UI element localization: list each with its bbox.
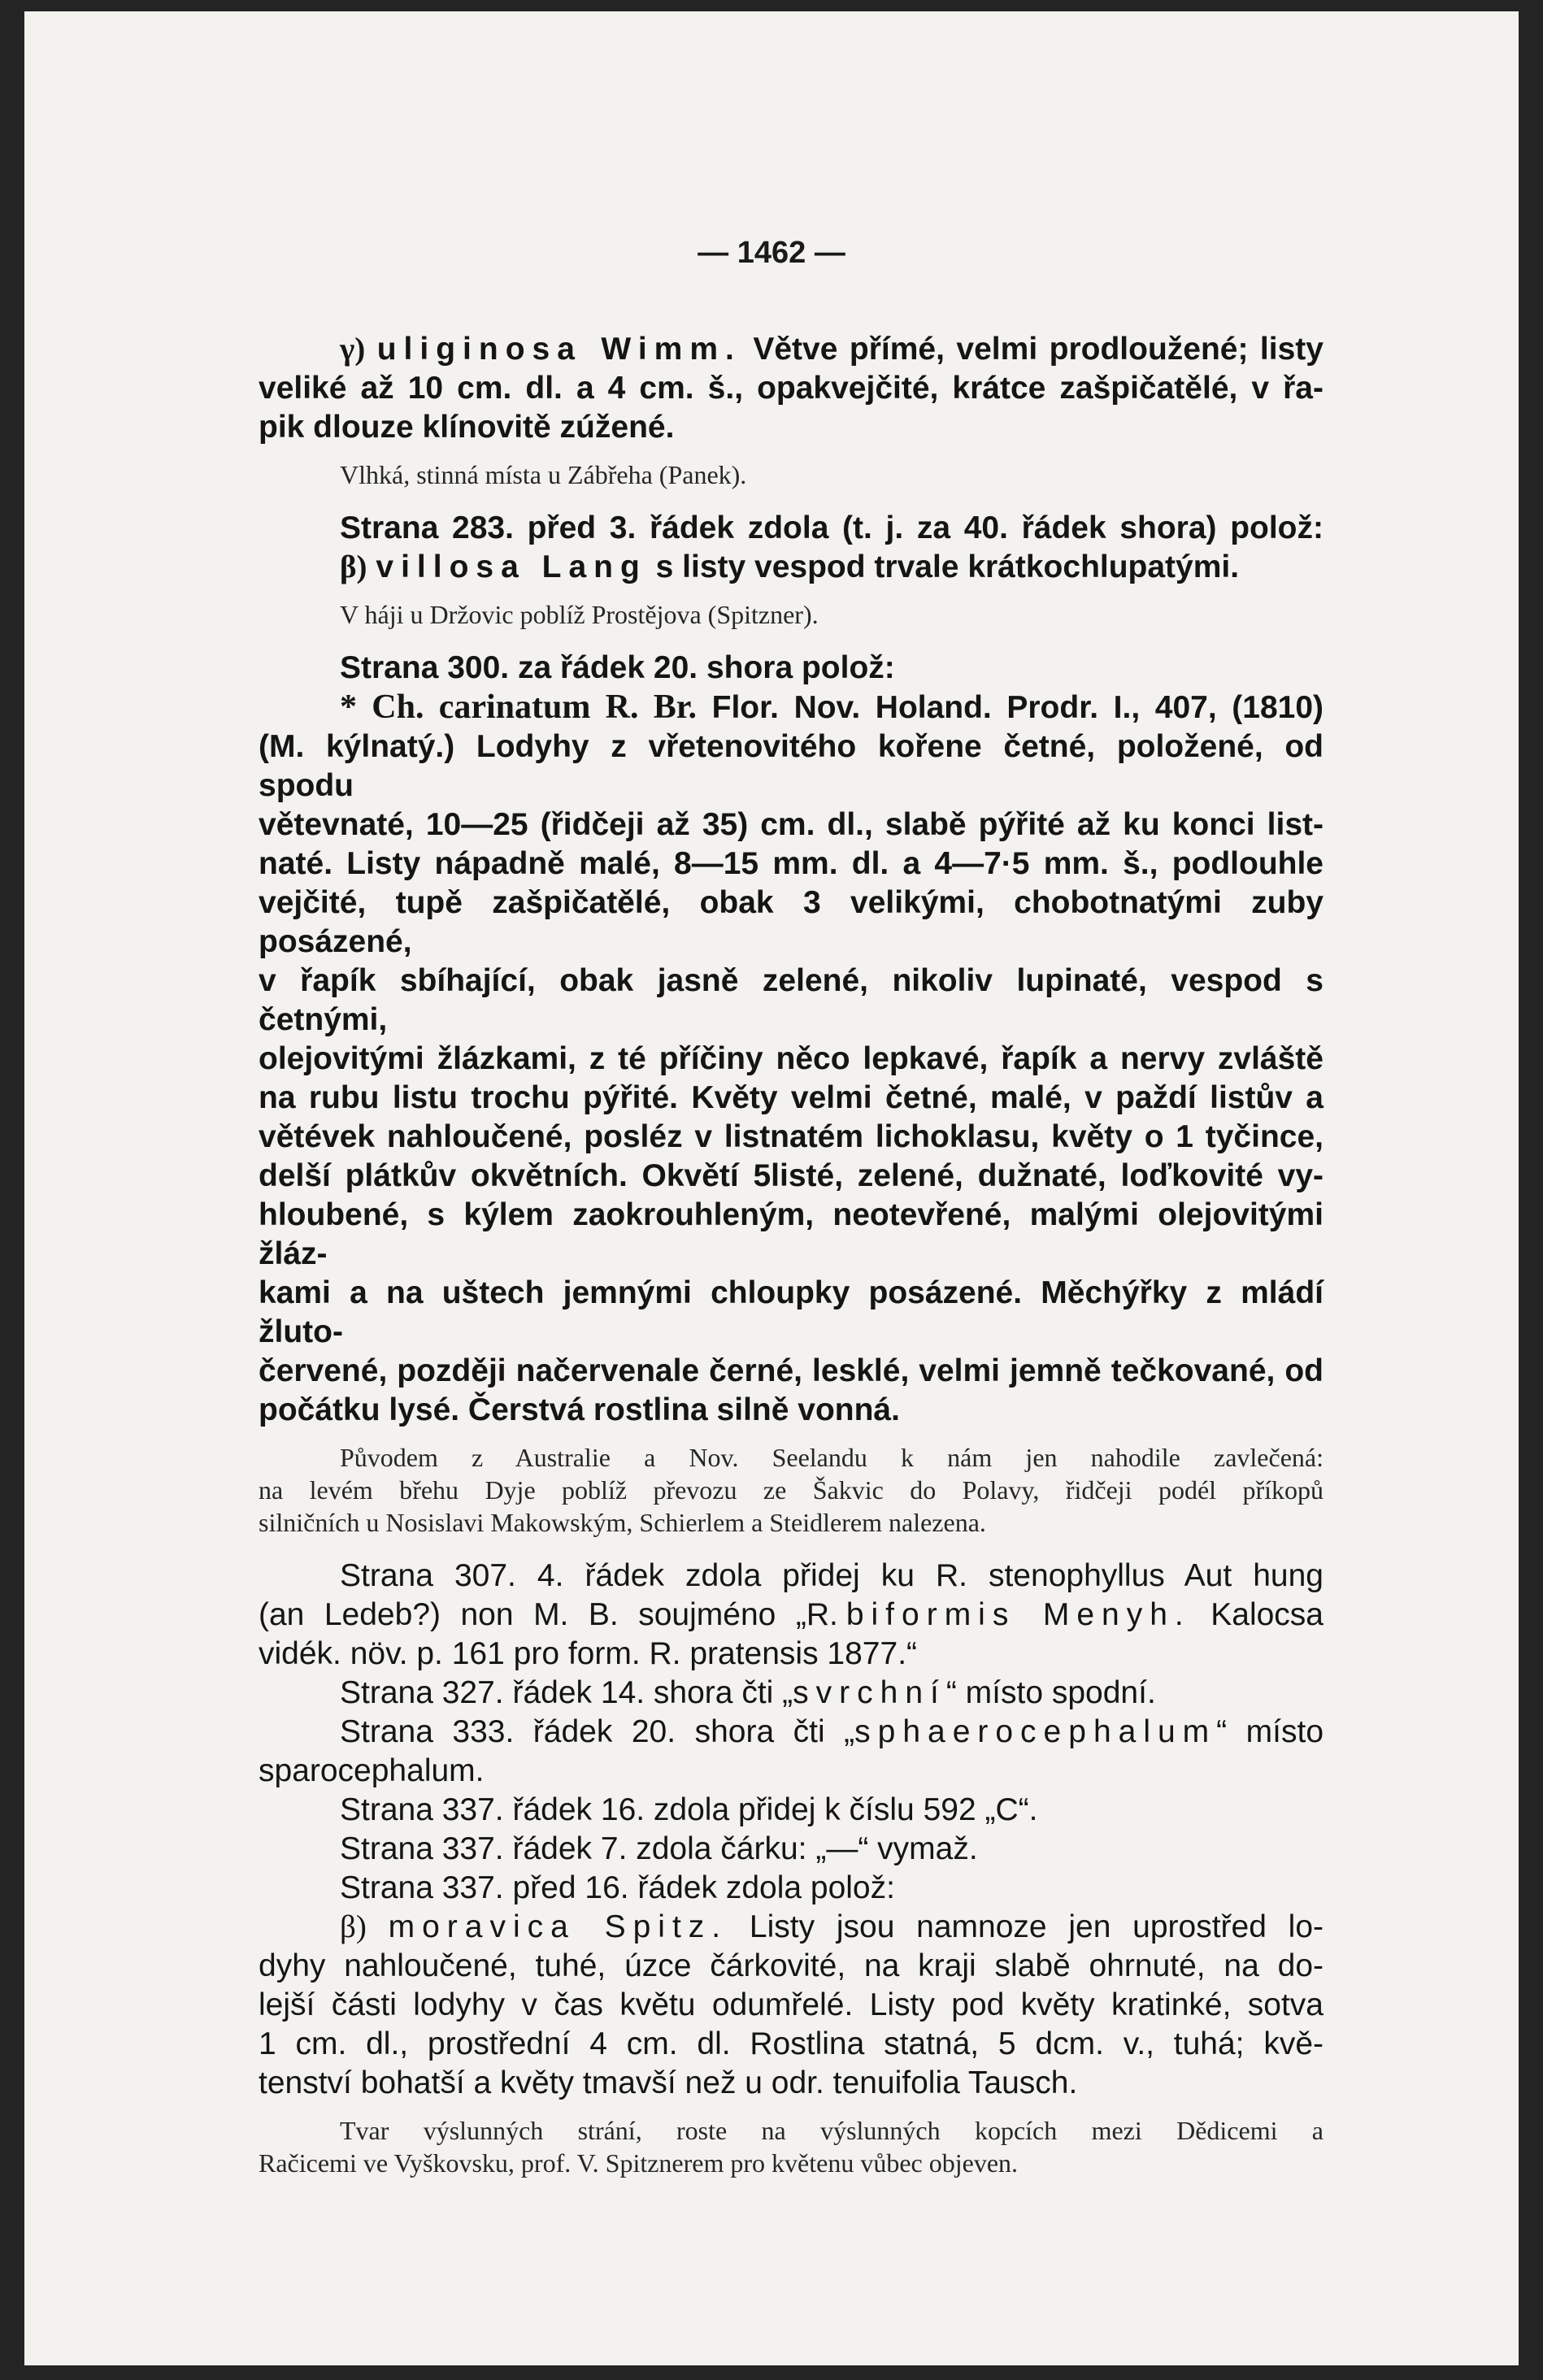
text-line: (M. kýlnatý.) Lodyhy z vřetenovitého kořene četné, položené, od spodu <box>259 729 1324 803</box>
text-line: červené, později načervenale černé, lesklé, velmi jemně tečkované, od <box>259 1353 1324 1388</box>
taxon-name: biformis Menyh. <box>845 1597 1191 1632</box>
text-span: Kalocsa <box>1210 1597 1324 1632</box>
text-line: Strana 300. za řádek 20. shora polož: <box>340 650 895 685</box>
text-span: “ místo spodní. <box>945 1675 1156 1710</box>
text-line: 1 cm. dl., prostřední 4 cm. dl. Rostlina statná, 5 dcm. v., tuhá; kvě- <box>259 2026 1324 2061</box>
note-line: silničních u Nosislavi Makowským, Schierlem a Steidlerem nalezena. <box>259 1508 986 1537</box>
text-line: v řapík sbíhající, obak jasně zelené, nikoliv lupinaté, vespod s četnými, <box>259 963 1324 1037</box>
entry-strana-307 <box>259 1557 1324 2103</box>
text-line: vejčité, tupě zašpičatělé, obak 3 velikými, chobotnatými zuby posázené, <box>259 885 1324 959</box>
text-line: pik dlouze klínovitě zúžené. <box>259 410 675 445</box>
text-line: delší plátkův okvětních. Okvětí 5listé, zelené, dužnaté, loďkovité vy- <box>259 1158 1324 1193</box>
text-span: Strana 327. řádek 14. shora čti „ <box>340 1675 793 1710</box>
text-line <box>259 688 1324 727</box>
text-line: sparocephalum. <box>259 1753 485 1788</box>
text-line: tenství bohatší a květy tmavší než u odr. tenuifolia Tausch. <box>259 2065 1078 2100</box>
text-span: Větve přímé, velmi prodloužené; listy <box>753 332 1324 367</box>
page-text <box>259 330 1324 2179</box>
note-line: Račicemi ve Vyškovsku, prof. V. Spitznerem pro květenu vůbec objeven. <box>259 2148 1019 2178</box>
emphasis-word: svrchní <box>793 1675 946 1710</box>
taxon-name: moravica Spitz. <box>388 1909 728 1944</box>
text-line: vidék. növ. p. 161 pro form. R. pratensis 1877.“ <box>259 1636 918 1671</box>
locality-note <box>259 1441 1324 1539</box>
page-number: — 1462 — <box>698 236 845 270</box>
text-line: lejší části lodyhy v čas květu odumřelé. Listy pod květy kratinké, sotva <box>259 1987 1324 2022</box>
text-line: počátku lysé. Čerstvá rostlina silně vonná. <box>259 1392 900 1427</box>
entry-uliginosa <box>259 330 1324 447</box>
taxon-name: villosa Lang <box>376 549 647 584</box>
text-line <box>259 1596 1324 1635</box>
text-line: olejovitými žlázkami, z té příčiny něco lepkavé, řapík a nervy zvláště <box>259 1041 1324 1076</box>
greek-label: β) <box>340 549 367 584</box>
taxon-name: uliginosa Wimm. <box>376 332 741 367</box>
text-line: větevnaté, 10—25 (řidčeji až 35) cm. dl., slabě pýřité až ku konci list- <box>259 807 1324 842</box>
text-line <box>259 1674 1324 1713</box>
emphasis-word: sphaerocephalum <box>854 1714 1217 1749</box>
text-span: s listy vespod trvale krátkochlupatými. <box>655 549 1240 584</box>
text-span: “ místo <box>1216 1714 1324 1749</box>
text-line: Strana 307. 4. řádek zdola přidej ku R. stenophyllus Aut hung <box>340 1558 1324 1593</box>
locality-note: V háji u Držovic poblíž Prostějova (Spitzner). <box>340 600 819 629</box>
text-line: kami a na uštech jemnými chloupky posázené. Měchýřky z mládí žluto- <box>259 1275 1324 1349</box>
text-line: Strana 283. před 3. řádek zdola (t. j. za 40. řádek shora) polož: <box>340 510 1324 545</box>
text-span: (an Ledeb?) non M. B. soujméno „R. <box>259 1597 838 1632</box>
text-line: Strana 337. před 16. řádek zdola polož: <box>340 1870 895 1905</box>
greek-label: β) <box>340 1909 367 1944</box>
note-line: Tvar výslunných strání, roste na výslunných kopcích mezi Dědicemi a <box>340 2116 1324 2145</box>
text-line: Strana 337. řádek 7. zdola čárku: „—“ vymaž. <box>340 1831 978 1866</box>
locality-note: Vlhká, stinná místa u Zábřeha (Panek). <box>340 460 747 489</box>
text-span: Listy jsou namnoze jen uprostřed lo- <box>749 1909 1324 1944</box>
entry-strana-283 <box>259 509 1324 587</box>
text-line <box>259 1908 1324 1947</box>
text-line: dyhy nahloučené, tuhé, úzce čárkovité, na kraji slabě ohrnuté, na do- <box>259 1948 1324 1983</box>
text-line: Strana 337. řádek 16. zdola přidej k číslu 592 „C“. <box>340 1792 1038 1827</box>
text-line: naté. Listy nápadně malé, 8—15 mm. dl. a 4—7·5 mm. š., podlouhle <box>259 846 1324 881</box>
text-span: Flor. Nov. Holand. Prodr. I., 407, (1810) <box>711 690 1324 725</box>
text-line <box>259 1713 1324 1752</box>
text-span: Strana 333. řádek 20. shora čti „ <box>340 1714 855 1749</box>
taxon-name: * Ch. carinatum R. Br. <box>340 688 698 726</box>
note-line: na levém břehu Dyje poblíž převozu ze Šakvic do Polavy, řidčeji podél příkopů <box>259 1475 1324 1505</box>
text-line <box>259 548 1324 587</box>
note-line: Původem z Australie a Nov. Seelandu k nám jen nahodile zavlečená: <box>340 1443 1324 1472</box>
locality-note <box>259 2114 1324 2179</box>
text-line: na rubu listu trochu pýřité. Květy velmi četné, malé, v paždí listův a <box>259 1080 1324 1115</box>
entry-strana-300 <box>259 649 1324 1430</box>
text-line: hloubené, s kýlem zaokrouhleným, neotevřené, malými olejovitými žláz- <box>259 1197 1324 1271</box>
text-line <box>259 330 1324 369</box>
text-line: veliké až 10 cm. dl. a 4 cm. š., opakvejčité, krátce zašpičatělé, v řa- <box>259 371 1324 406</box>
text-line: větévek nahloučené, posléz v listnatém lichoklasu, květy o 1 tyčince, <box>259 1119 1324 1154</box>
greek-label: γ) <box>340 332 366 367</box>
